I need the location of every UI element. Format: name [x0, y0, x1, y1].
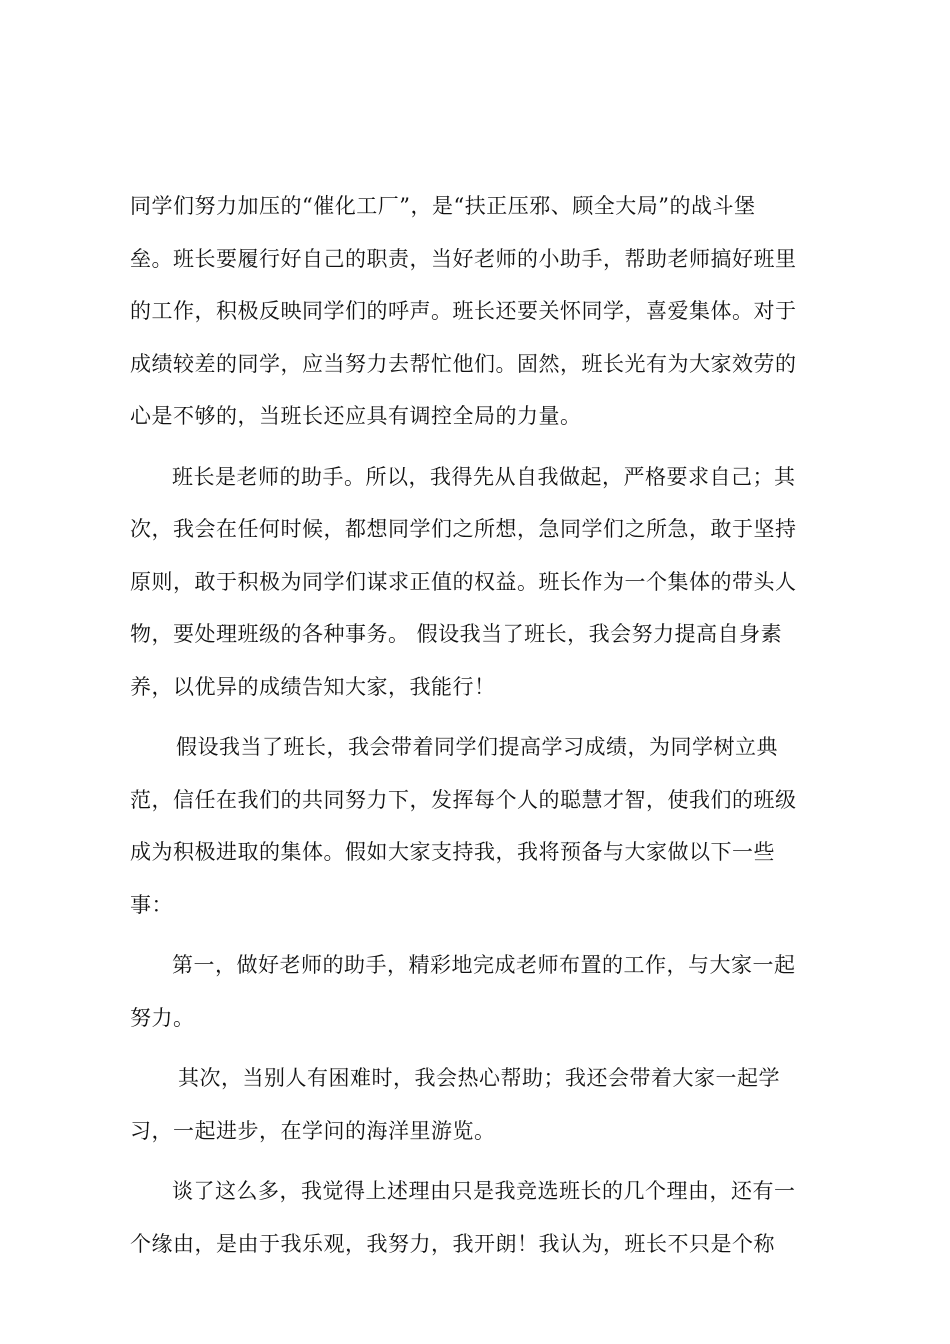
text-line: 物，要处理班级的各种事务。 假设我当了班长，我会努力提高自身素 — [130, 622, 783, 646]
paragraph-3 — [130, 721, 830, 931]
text-line: 心是不够的，当班长还应具有调控全局的力量。 — [130, 404, 582, 428]
text-line: 成为积极进取的集体。假如大家支持我，我将预备与大家做以下一些 — [130, 840, 775, 864]
text-line: 其次，当别人有困难时，我会热心帮助；我还会带着大家一起学 — [178, 1066, 780, 1090]
text-line: 垒。班长要履行好自己的职责，当好老师的小助手，帮助老师搞好班里 — [130, 246, 797, 271]
document-body — [130, 180, 830, 1270]
text-line: 原则，敢于积极为同学们谋求正值的权益。班长作为一个集体的带头人 — [130, 569, 797, 594]
text-line: 同学们努力加压的“催化工厂”，是“扶正压邪、顾全大局”的战斗堡 — [130, 194, 756, 218]
text-line: 的工作，积极反映同学们的呼声。班长还要关怀同学，喜爱集体。对于 — [130, 299, 797, 323]
text-line: 成绩较差的同学，应当努力去帮忙他们。固然，班长光有为大家效劳的 — [130, 351, 797, 376]
paragraph-2 — [130, 451, 830, 714]
text-line: 假设我当了班长，我会带着同学们提高学习成绩，为同学树立典 — [176, 735, 778, 759]
text-line: 事： — [130, 892, 173, 917]
paragraph-4 — [130, 939, 830, 1044]
text-line: 习，一起进步，在学问的海洋里游览。 — [130, 1118, 496, 1143]
text-line: 班长是老师的助手。所以，我得先从自我做起，严格要求自己；其 — [172, 464, 796, 489]
text-line: 养，以优异的成绩告知大家，我能行！ — [130, 674, 496, 699]
paragraph-6 — [130, 1165, 830, 1270]
text-line: 个缘由，是由于我乐观，我努力，我开朗！我认为，班长不只是个称 — [130, 1231, 775, 1256]
text-line: 次，我会在任何时候，都想同学们之所想，急同学们之所急，敢于坚持 — [130, 517, 797, 541]
paragraph-1 — [130, 180, 830, 443]
text-line: 范，信任在我们的共同努力下，发挥每个人的聪慧才智，使我们的班级 — [130, 787, 797, 812]
paragraph-5 — [130, 1052, 830, 1157]
text-line: 第一，做好老师的助手，精彩地完成老师布置的工作，与大家一起 — [172, 953, 796, 977]
text-line: 谈了这么多，我觉得上述理由只是我竞选班长的几个理由，还有一 — [172, 1179, 796, 1203]
text-line: 努力。 — [130, 1005, 195, 1030]
